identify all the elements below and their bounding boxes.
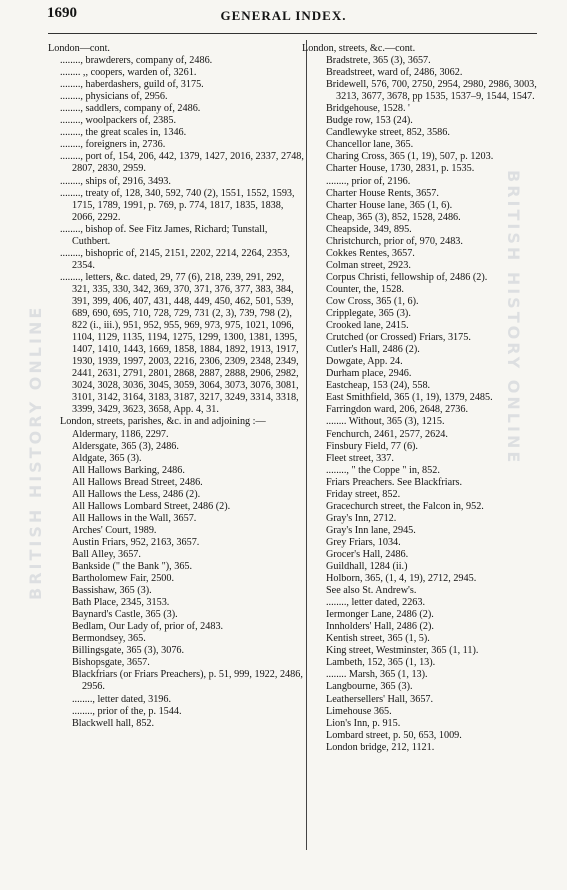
index-entry: ........, physicians of, 2956.: [60, 91, 168, 103]
index-entry: Colman street, 2923.: [326, 259, 411, 271]
index-entry: Candlewyke street, 852, 3586.: [326, 127, 450, 139]
index-entry: Kentish street, 365 (1, 5).: [326, 633, 430, 645]
index-entry: Blackwell hall, 852.: [72, 717, 155, 729]
index-entry: See also St. Andrew's.: [326, 585, 417, 597]
index-entry: London, streets, parishes, &c. in and adjoining :—: [60, 416, 266, 428]
index-entry: Fleet street, 337.: [326, 452, 394, 464]
index-entry: Lion's Inn, p. 915.: [326, 717, 401, 729]
index-entry: Charter House lane, 365 (1, 6).: [326, 199, 453, 211]
index-entry: Charing Cross, 365 (1, 19), 507, p. 1203.: [326, 151, 494, 163]
index-entry: Cokkes Rentes, 3657.: [326, 247, 415, 259]
index-entry: Bath Place, 2345, 3153.: [72, 597, 170, 609]
index-entry: ........, prior of the, p. 1544.: [72, 705, 182, 717]
index-entry: Bassishaw, 365 (3).: [72, 585, 152, 597]
index-entry: ........, woolpackers of, 2385.: [60, 115, 177, 127]
index-entry: Bridgehouse, 1528. ': [326, 103, 410, 115]
index-entry: East Smithfield, 365 (1, 19), 1379, 2485.: [326, 392, 493, 404]
index-entry: Friday street, 852.: [326, 488, 401, 500]
index-entry: ........, haberdashers, guild of, 3175.: [60, 79, 204, 91]
watermark-left: BRITISH HISTORY ONLINE: [26, 304, 45, 600]
index-entry: London bridge, 212, 1121.: [326, 741, 435, 753]
index-entry: Bedlam, Our Lady of, prior of, 2483.: [72, 621, 224, 633]
index-entry: ........, bishopric of, 2145, 2151, 2202, 2214, 2264, 2353, 2354.: [60, 247, 290, 271]
index-entry: Cripplegate, 365 (3).: [326, 308, 411, 320]
index-column-right: [302, 43, 550, 754]
index-entry: ........, letter dated, 2263.: [326, 597, 426, 609]
index-entry: Limehouse 365.: [326, 705, 392, 717]
index-entry: Lambeth, 152, 365 (1, 13).: [326, 657, 436, 669]
index-entry: All Hallows Barking, 2486.: [72, 464, 185, 476]
index-entry: All Hallows in the Wall, 3657.: [72, 512, 197, 524]
index-entry: All Hallows the Less, 2486 (2).: [72, 488, 201, 500]
index-entry: Crutched (or Crossed) Friars, 3175.: [326, 332, 471, 344]
index-entry: ........ Marsh, 365 (1, 13).: [326, 669, 428, 681]
index-entry: Charter House Rents, 3657.: [326, 187, 439, 199]
index-entry: ........, the great scales in, 1346.: [60, 127, 187, 139]
index-entry: Chancellor lane, 365.: [326, 139, 414, 151]
index-entry: ........, letter dated, 3196.: [72, 693, 172, 705]
index-entry: ........, foreigners in, 2736.: [60, 139, 166, 151]
index-entry: Blackfriars (or Friars Preachers), p. 51, 999, 1922, 2486, 2956.: [72, 669, 303, 693]
index-entry: Farringdon ward, 206, 2648, 2736.: [326, 404, 469, 416]
index-entry: Bermondsey, 365.: [72, 633, 146, 645]
index-entry: Cheap, 365 (3), 852, 1528, 2486.: [326, 211, 461, 223]
index-heading: London—cont.: [48, 43, 110, 54]
index-entry: ........, port of, 154, 206, 442, 1379, 1427, 2016, 2337, 2748, 2807, 2830, 2959.: [60, 151, 304, 175]
running-title: GENERAL INDEX.: [220, 8, 347, 23]
header-rule: [48, 33, 537, 34]
index-entry: Gray's Inn, 2712.: [326, 512, 397, 524]
watermark-right: BRITISH HISTORY ONLINE: [504, 170, 523, 466]
index-entry: Friars Preachers. See Blackfriars.: [326, 476, 463, 488]
page-number: 1690: [47, 5, 77, 21]
index-entry: Corpus Christi, fellowship of, 2486 (2).: [326, 271, 488, 283]
index-entry: Bridewell, 576, 700, 2750, 2954, 2980, 2986, 3003, 3213, 3677, 3678, pp 1535, 1537–9, 1544, 1547.: [326, 79, 537, 103]
index-entry: Crooked lane, 2415.: [326, 320, 409, 332]
index-entry: Bankside (" the Bank "), 365.: [72, 561, 193, 573]
index-entry: Dowgate, App. 24.: [326, 356, 403, 368]
index-entry: Aldersgate, 365 (3), 2486.: [72, 440, 179, 452]
index-entry: Durham place, 2946.: [326, 368, 412, 380]
index-entry: All Hallows Bread Street, 2486.: [72, 476, 203, 488]
index-entry: Counter, the, 1528.: [326, 283, 404, 295]
index-entry: ........ ,, coopers, warden of, 3261.: [60, 67, 197, 79]
index-column-left: [48, 43, 304, 730]
index-entry: Baynard's Castle, 365 (3).: [72, 609, 178, 621]
index-entry: ........, ships of, 2916, 3493.: [60, 175, 171, 187]
index-entry: Lombard street, p. 50, 653, 1009.: [326, 729, 462, 741]
index-entry: All Hallows Lombard Street, 2486 (2).: [72, 500, 231, 512]
index-entry: ........, brawderers, company of, 2486.: [60, 55, 213, 67]
index-entry: Innholders' Hall, 2486 (2).: [326, 621, 434, 633]
index-heading: London, streets, &c.—cont.: [302, 43, 416, 54]
index-entry: ........ Without, 365 (3), 1215.: [326, 416, 445, 428]
index-entry: Bartholomew Fair, 2500.: [72, 573, 175, 585]
index-entry: Iermonger Lane, 2486 (2).: [326, 609, 434, 621]
column-divider: [306, 40, 307, 850]
index-entry: Holborn, 365, (1, 4, 19), 2712, 2945.: [326, 573, 477, 585]
index-entry: Cheapside, 349, 895.: [326, 223, 412, 235]
index-entry: Leathersellers' Hall, 3657.: [326, 693, 434, 705]
index-entry: ........, treaty of, 128, 340, 592, 740 (2), 1551, 1552, 1593, 1715, 1789, 1991, p. 769, p. 774, 1817, 1835, 1838, 2066, 2292.: [60, 187, 295, 223]
index-entry: ........, " the Coppe " in, 852.: [326, 464, 440, 476]
index-entry: Billingsgate, 365 (3), 3076.: [72, 645, 185, 657]
index-entry: Bishopsgate, 3657.: [72, 657, 150, 669]
index-entry: Cow Cross, 365 (1, 6).: [326, 295, 419, 307]
index-entry: Grocer's Hall, 2486.: [326, 548, 409, 560]
index-entry: Austin Friars, 952, 2163, 3657.: [72, 536, 200, 548]
index-entry: Ball Alley, 3657.: [72, 548, 141, 560]
index-entry: Charter House, 1730, 2831, p. 1535.: [326, 163, 475, 175]
index-entry: Bradstrete, 365 (3), 3657.: [326, 55, 431, 67]
index-entry: Aldermary, 1186, 2297.: [72, 428, 169, 440]
index-entry: Fenchurch, 2461, 2577, 2624.: [326, 428, 448, 440]
index-entry: Cutler's Hall, 2486 (2).: [326, 344, 420, 356]
index-entry: Arches' Court, 1989.: [72, 524, 157, 536]
index-entry: Gracechurch street, the Falcon in, 952.: [326, 500, 484, 512]
index-entry: Eastcheap, 153 (24), 558.: [326, 380, 431, 392]
index-entry: Guildhall, 1284 (ii.): [326, 561, 408, 573]
index-entry: Breadstreet, ward of, 2486, 3062.: [326, 67, 463, 79]
index-entry: King street, Westminster, 365 (1, 11).: [326, 645, 479, 657]
index-entry: Gray's Inn lane, 2945.: [326, 524, 416, 536]
index-entry: Budge row, 153 (24).: [326, 115, 413, 127]
index-entry: ........, saddlers, company of, 2486.: [60, 103, 201, 115]
index-entry: Grey Friars, 1034.: [326, 536, 401, 548]
index-entry: Langbourne, 365 (3).: [326, 681, 413, 693]
index-entry: Finsbury Field, 77 (6).: [326, 440, 418, 452]
index-entry: ........, bishop of. See Fitz James, Richard; Tunstall, Cuthbert.: [60, 223, 268, 247]
index-entry: ........, letters, &c. dated, 29, 77 (6), 218, 239, 291, 292, 321, 335, 330, 342, 369, 370, 371, 376, 377, 383, 384, 391, 399, 406, 407, 431, 448, 449, 450, 462, 501, 539, 689, 690, 695, 710, 728, 729, 731 (2, 3), 739, 798 (2), 822 (i., iii.), 951, 952, 955, 969, 973, 975, 1021, 1096, 1104, 1129, 1135, 1194, 1275, 1299, 1300, 1381, 1395, 1407, 1410, 1443, 1669, 1858, 1884, 1892, 1913, 1917, 1930, 1939, 1997, 2003, 2216, 2306, 2309, 2348, 2349, 2441, 2631, 2791, 2801, 2868, 2887, 2888, 2906, 2982, 3024, 3028, 3036, 3045, 3059, 3064, 3073, 3076, 3081, 3101, 3142, 3164, 3183, 3187, 3217, 3249, 3314, 3318, 3399, 3429, 3623, 3658, App. 4, 31.: [60, 271, 299, 416]
index-entry: Christchurch, prior of, 970, 2483.: [326, 235, 463, 247]
index-entry: ........, prior of, 2196.: [326, 175, 411, 187]
index-entry: Aldgate, 365 (3).: [72, 452, 142, 464]
